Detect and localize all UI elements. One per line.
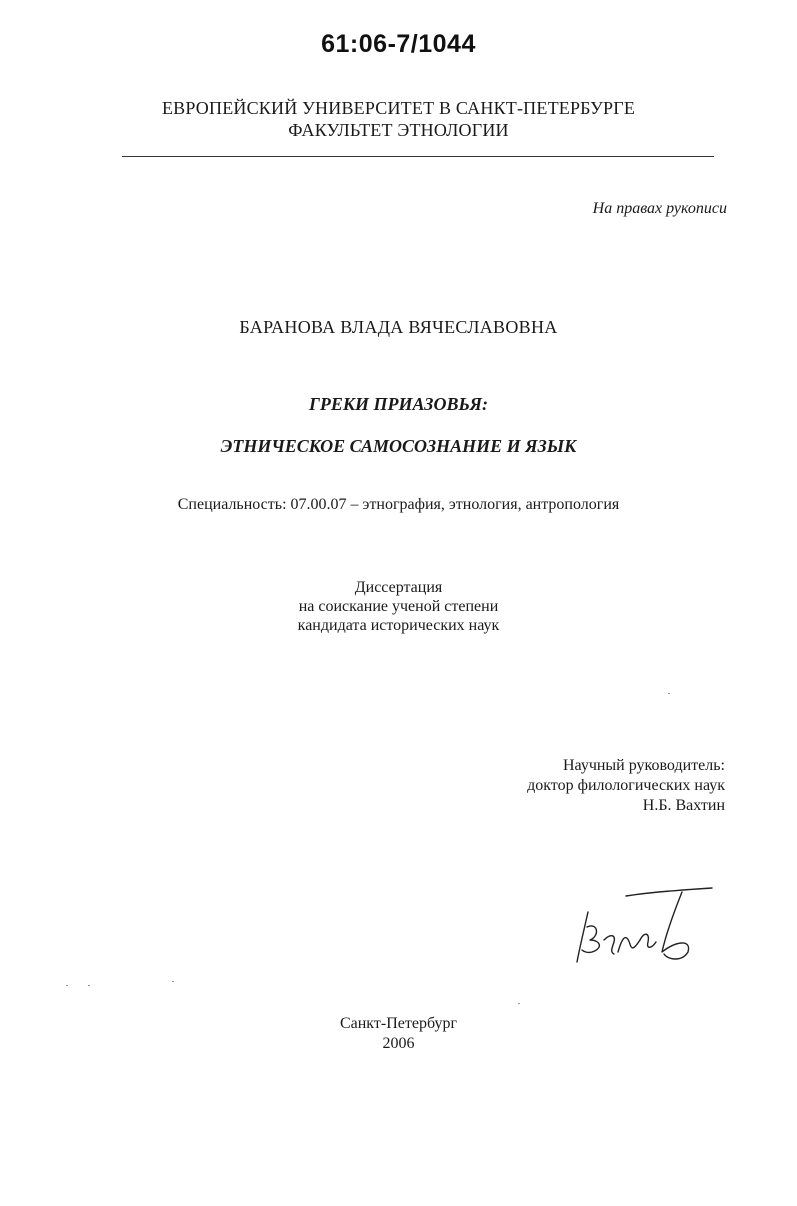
dissertation-line-2: на соискание ученой степени [298, 598, 499, 615]
scan-speck [668, 693, 670, 694]
supervisor-name: Н.Б. Вахтин [642, 797, 725, 814]
catalog-number: 61:06-7/1044 [321, 30, 476, 58]
header-divider [122, 156, 714, 157]
supervisor-label: Научный руководитель: [562, 757, 725, 774]
dissertation-line-3: кандидата исторических наук [297, 617, 500, 634]
author-name: БАРАНОВА ВЛАДА ВЯЧЕСЛАВОВНА [239, 317, 558, 337]
specialty-line: Специальность: 07.00.07 – этнография, этнология, антропология [177, 496, 620, 513]
supervisor-degree: доктор филологических наук [527, 777, 725, 794]
title-line-2: ЭТНИЧЕСКОЕ САМОСОЗНАНИЕ И ЯЗЫК [220, 436, 577, 456]
title-line-1: ГРЕКИ ПРИАЗОВЬЯ: [308, 394, 489, 414]
dissertation-block [0, 578, 797, 635]
manuscript-rights-note: На правах рукописи [592, 200, 727, 217]
city: Санкт-Петербург [339, 1015, 458, 1032]
year: 2006 [382, 1035, 415, 1052]
dissertation-line-1: Диссертация [354, 579, 443, 596]
scan-speck [88, 985, 90, 986]
place-year-block [0, 1014, 797, 1054]
supervisor-block [465, 756, 725, 816]
scan-speck [172, 981, 174, 982]
faculty-name: ФАКУЛЬТЕТ ЭТНОЛОГИИ [288, 120, 509, 140]
institution-block [0, 97, 797, 141]
signature-icon [570, 882, 720, 972]
scan-speck [518, 1003, 520, 1004]
scan-speck [66, 985, 68, 986]
university-name: ЕВРОПЕЙСКИЙ УНИВЕРСИТЕТ В САНКТ-ПЕТЕРБУРГЕ [161, 98, 636, 118]
